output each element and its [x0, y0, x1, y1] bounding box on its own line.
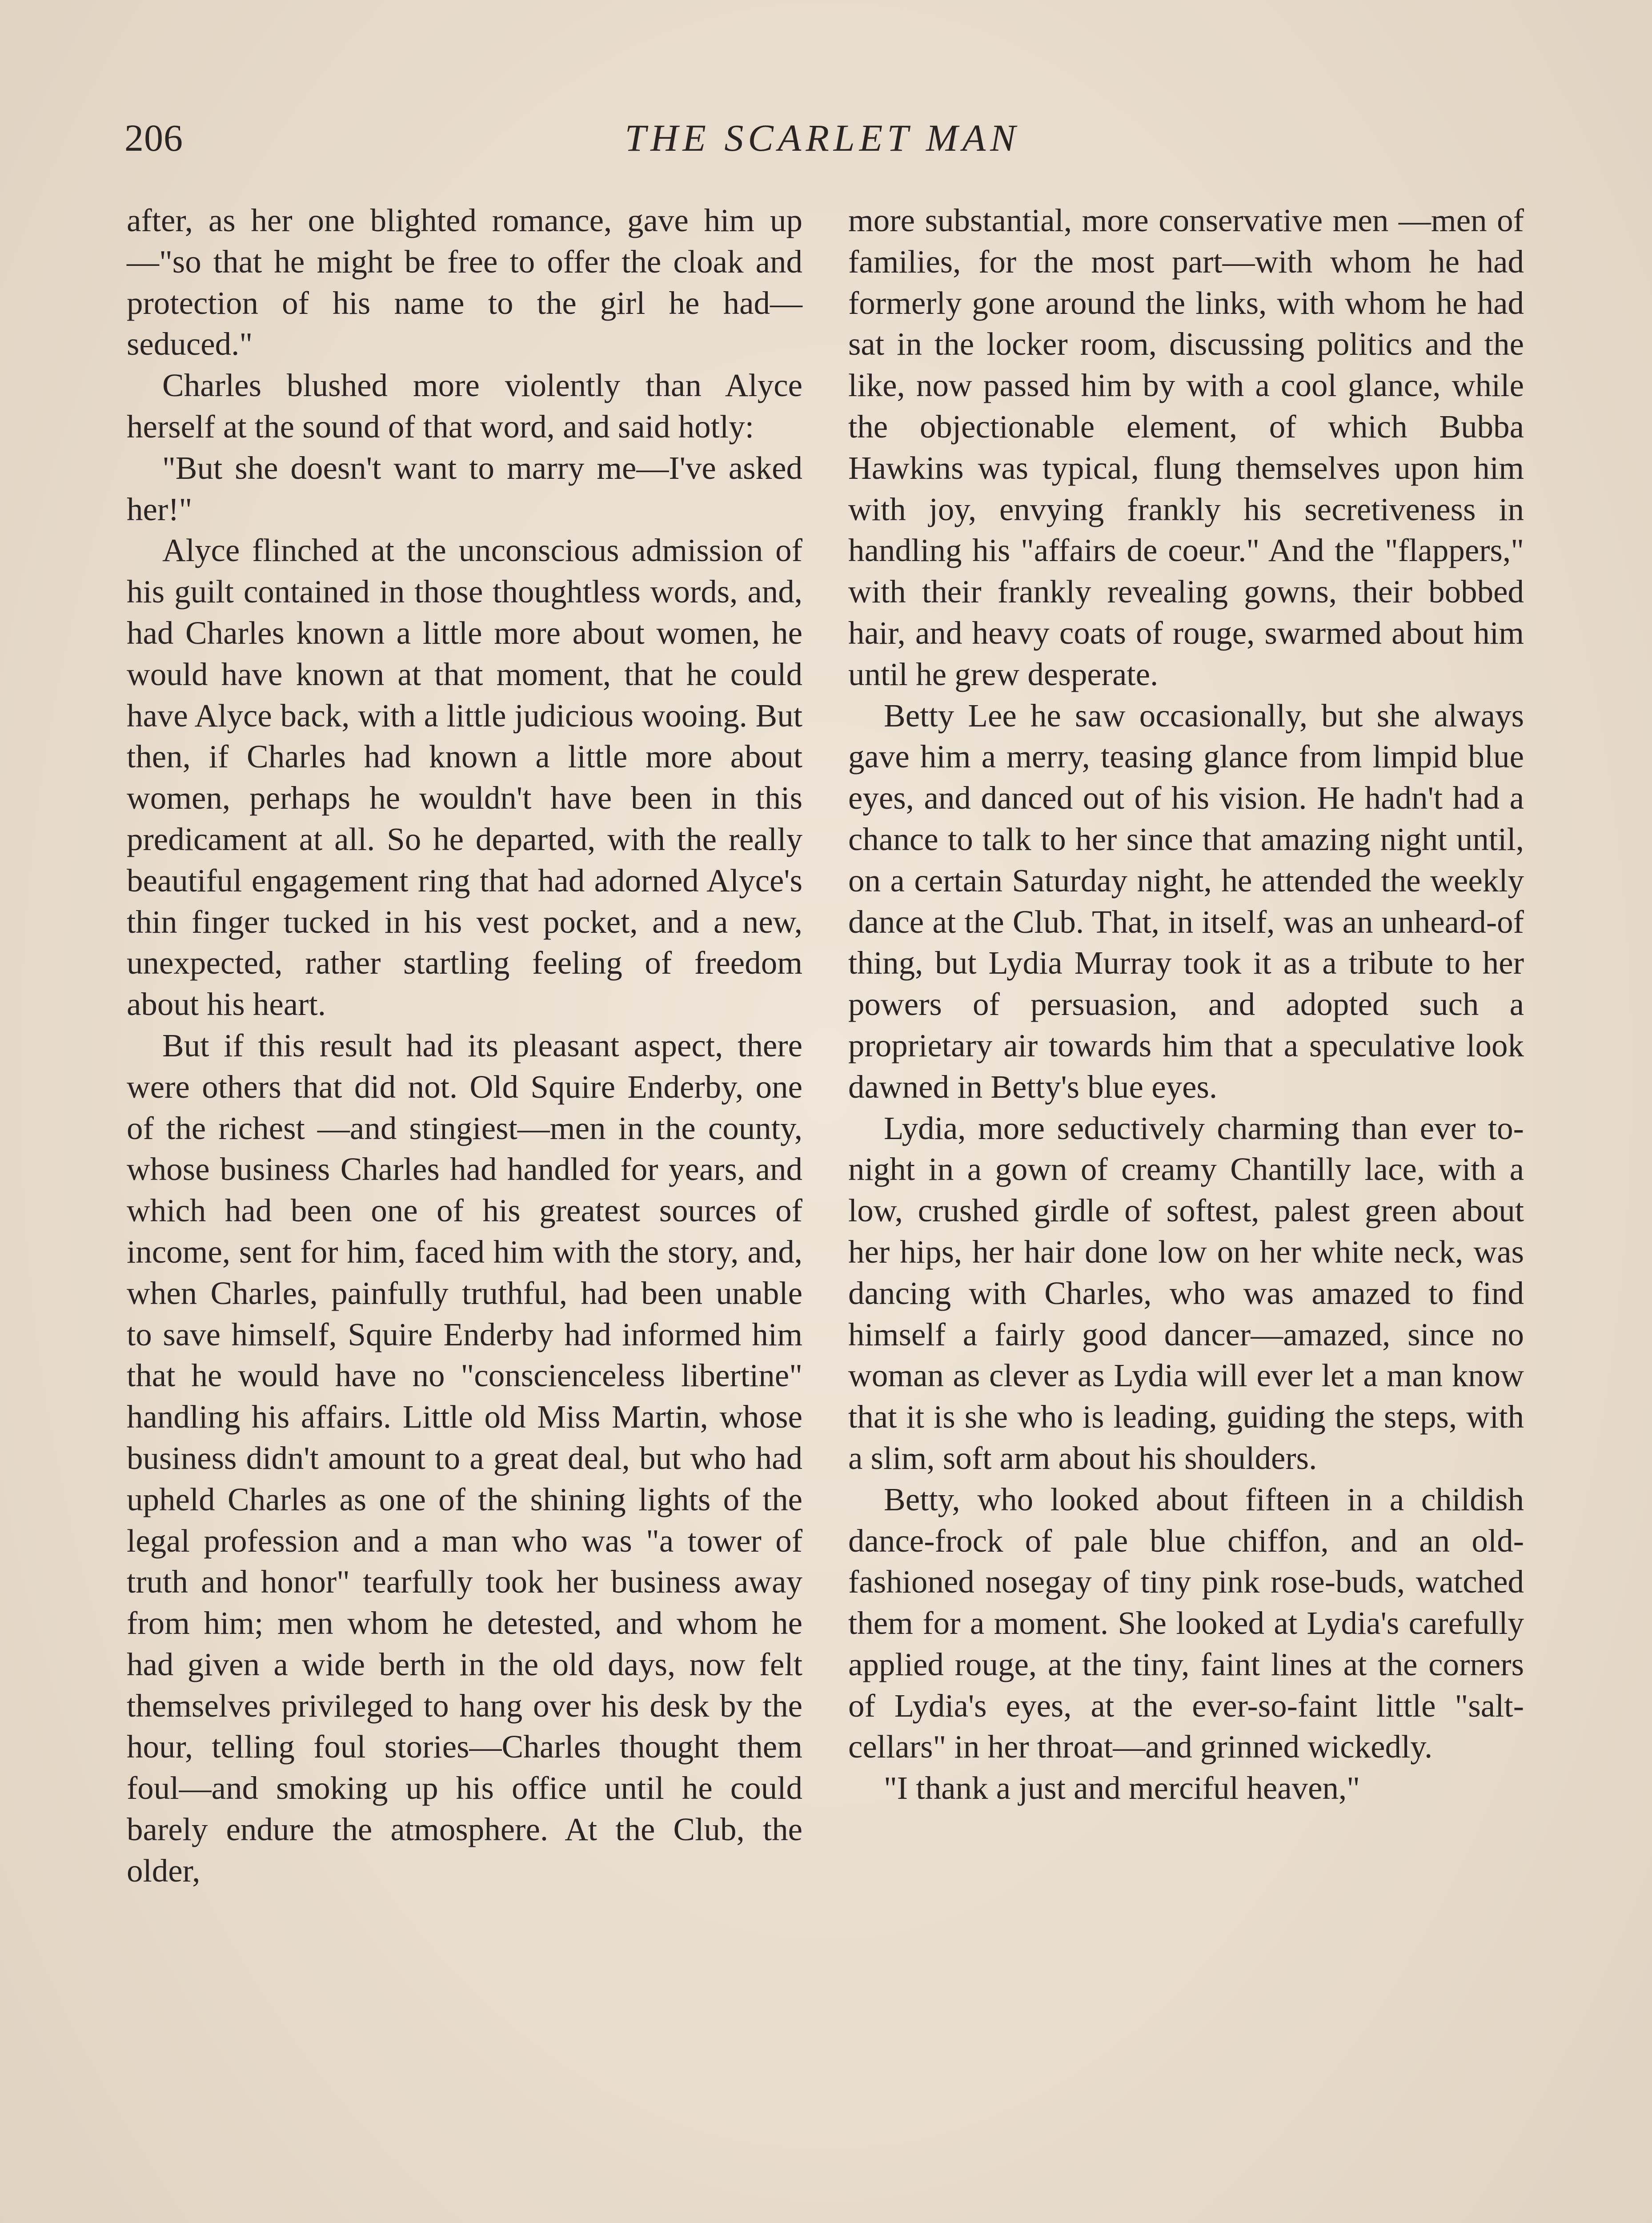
paragraph: "I thank a just and merciful heaven,"	[884, 1770, 1360, 1806]
paragraph: Betty Lee he saw occasionally, but she always gave him a merry, teasing glance from limpid blue eyes, and danced out of his vision. He hadn't had a chance to talk to her since that amazing night until, on a certain Saturday night, he attended the weekly dance at the Club. That, in itself, was an unheard-of thing, but Lydia Murray took it as a tribute to her powers of persuasion, and adopted such a proprietary air towards him that a speculative look dawned in Betty's blue eyes.	[848, 697, 1524, 1105]
paragraph: Betty, who looked about fifteen in a childish dance-frock of pale blue chiffon, and an old-fashioned nosegay of tiny pink rose-buds, watched them for a moment. She looked at Lydia's carefully applied rouge, at the tiny, faint lines at the corners of Lydia's eyes, at the ever-so-faint little "salt-cellars" in her throat—and grinned wickedly.	[848, 1481, 1524, 1765]
paragraph: Lydia, more seductively charming than ever to-night in a gown of creamy Chantilly lace, with a low, crushed girdle of softest, palest green about her hips, her hair done low on her white neck, was dancing with Charles, who was amazed to find himself a fairly good dancer—amazed, since no woman as clever as Lydia will ever let a man know that it is she who is leading, guiding the steps, with a slim, soft arm about his shoulders.	[848, 1110, 1524, 1476]
right-column	[848, 200, 1524, 1809]
paragraph: after, as her one blighted romance, gave him up—"so that he might be free to offer the cloak and protection of his name to the girl he had—seduced."	[127, 202, 802, 362]
running-title: THE SCARLET MAN	[625, 116, 1020, 159]
page-header	[124, 113, 1520, 167]
paragraph: Alyce flinched at the unconscious admission of his guilt contained in those thoughtless words, and, had Charles known a little more about women, he would have known at that moment, that he could have Alyce back, with a little judicious wooing. But then, if Charles had known a little more about women, perhaps he wouldn't have been in this predicament at all. So he departed, with the really beautiful engagement ring that had adorned Alyce's thin finger tucked in his vest pocket, and a new, unexpected, rather startling feeling of freedom about his heart.	[127, 532, 802, 1023]
paragraph: more substantial, more conservative men —men of families, for the most part—with whom he had formerly gone around the links, with whom he had sat in the locker room, discussing politics and the like, now passed him by with a cool glance, while the objectionable element, of which Bubba Hawkins was typical, flung themselves upon him with joy, envying frankly his secretiveness in handling his "affairs de coeur." And the "flappers," with their frankly revealing gowns, their bobbed hair, and heavy coats of rouge, swarmed about him until he grew desperate.	[848, 202, 1524, 692]
paragraph: Charles blushed more violently than Alyce herself at the sound of that word, and said hotly:	[127, 367, 802, 445]
paragraph: But if this result had its pleasant aspect, there were others that did not. Old Squire Enderby, one of the richest —and stingiest—men in the county, whose business Charles had handled for years, and which had been one of his greatest sources of income, sent for him, faced him with the story, and, when Charles, painfully truthful, had been unable to save himself, Squire Enderby had informed him that he would have no "conscienceless libertine" handling his affairs. Little old Miss Martin, whose business didn't amount to a great deal, but who had upheld Charles as one of the shining lights of the legal profession and a man who was "a tower of truth and honor" tearfully took her business away from him; men whom he detested, and whom he had given a wide berth in the old days, now felt themselves privileged to hang over his desk by the hour, telling foul stories—Charles thought them foul—and smoking up his office until he could barely endure the atmosphere. At the Club, the older,	[127, 1027, 802, 1889]
paragraph: "But she doesn't want to marry me—I've asked her!"	[127, 449, 802, 527]
left-column	[127, 200, 802, 1892]
page-number: 206	[124, 116, 183, 159]
